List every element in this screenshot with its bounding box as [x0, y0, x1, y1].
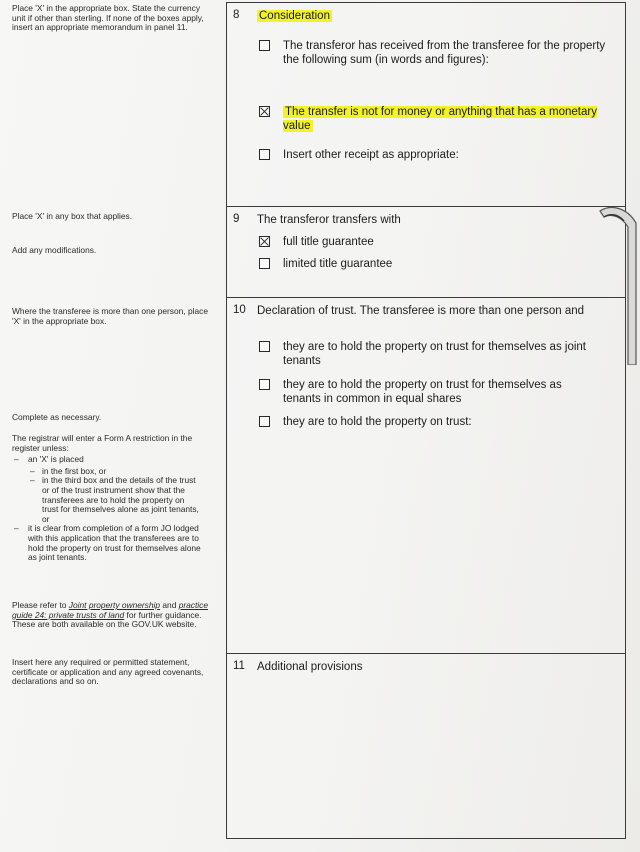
option-label: they are to hold the property on trust: — [283, 416, 472, 428]
sidebar-note-11: Insert here any required or permitted statement, certificate or application and any agreed covenants, declarations and so on. — [12, 657, 204, 687]
checkbox-checked[interactable] — [259, 106, 270, 117]
refer-suffix: for further guidance. These are both available on the GOV.UK website. — [12, 609, 202, 630]
option-trust-details[interactable] — [257, 415, 602, 429]
registrar-conditions — [12, 455, 202, 563]
condition-item — [12, 455, 202, 524]
panel-title: Declaration of trust. The transferee is more than one person and — [257, 305, 585, 317]
panel-number: 9 — [233, 213, 240, 225]
checkbox[interactable] — [259, 341, 270, 352]
option-label: The transfer is not for money or anything that has a monetary value — [283, 106, 597, 132]
option-label: The transferor has received from the transferee for the property the following sum (in words and figures): — [283, 40, 606, 66]
checkbox-checked[interactable] — [259, 236, 270, 247]
option-label: they are to hold the property on trust for themselves as joint tenants — [283, 341, 586, 367]
joint-ownership-link[interactable]: Joint property ownership — [68, 600, 161, 610]
refer-prefix: Please refer to — [12, 600, 67, 610]
registrar-intro: The registrar will enter a Form A restriction in the register unless: — [12, 433, 193, 453]
option-tenants-in-common[interactable] — [257, 378, 602, 406]
checkbox[interactable] — [259, 379, 270, 390]
option-limited-title[interactable] — [257, 257, 617, 271]
option-not-for-money[interactable] — [257, 105, 617, 133]
sidebar-note-9-apply: Place 'X' in any box that applies. — [12, 211, 133, 221]
panel-title: Additional provisions — [257, 661, 363, 673]
sidebar-guidance-refer — [12, 601, 212, 630]
panel-9-title-guarantee — [226, 206, 626, 298]
panel-number: 8 — [233, 9, 240, 21]
option-label: limited title guarantee — [283, 258, 393, 270]
option-full-title[interactable] — [257, 235, 617, 249]
checkbox[interactable] — [259, 40, 270, 51]
practice-guide-link[interactable]: practice guide 24: private trusts of land — [12, 600, 209, 620]
option-joint-tenants[interactable] — [257, 340, 602, 368]
sidebar-registrar-note — [12, 434, 202, 563]
sidebar-note-8: Place 'X' in the appropriate box. State the currency unit if other than sterling. If none of the boxes apply, insert an appropriate memorandum in panel 11. — [12, 3, 204, 33]
binder-clip-shadow — [598, 205, 638, 365]
panel-number: 10 — [233, 304, 246, 316]
refer-and: and — [162, 600, 177, 610]
panel-11-additional-provisions — [226, 653, 626, 839]
sidebar-note-9-modifications: Add any modifications. — [12, 245, 97, 255]
option-label: they are to hold the property on trust for themselves as tenants in common in equal shares — [283, 379, 562, 405]
panel-8-consideration — [226, 2, 626, 207]
panel-number: 11 — [233, 660, 245, 672]
option-other-receipt[interactable] — [257, 148, 617, 162]
condition-text: an 'X' is placed — [28, 454, 84, 465]
checkbox[interactable] — [259, 416, 270, 427]
condition-item: – it is clear from completion of a form JO lodged with this application that the transferees are to hold the property on trust for themselves alone as joint tenants. — [12, 524, 202, 562]
panel-title — [257, 9, 617, 23]
option-label: Insert other receipt as appropriate: — [283, 149, 459, 161]
panel-title: The transferor transfers with — [257, 214, 401, 226]
sidebar-note-complete: Complete as necessary. — [12, 412, 102, 422]
sub-condition-item: – in the first box, or — [28, 467, 202, 477]
sub-condition-item: – in the third box and the details of the trust or of the trust instrument show that the transferees are to hold the property on trust for themselves alone as joint tenants, or — [28, 476, 202, 524]
panel-10-declaration-of-trust — [226, 297, 626, 654]
sidebar-note-10: Where the transferee is more than one person, place 'X' in the appropriate box. — [12, 306, 208, 326]
option-label: full title guarantee — [283, 236, 374, 248]
highlighted-title: Consideration — [259, 10, 330, 22]
checkbox[interactable] — [259, 258, 270, 269]
option-sum-received[interactable] — [257, 39, 617, 67]
checkbox[interactable] — [259, 149, 270, 160]
